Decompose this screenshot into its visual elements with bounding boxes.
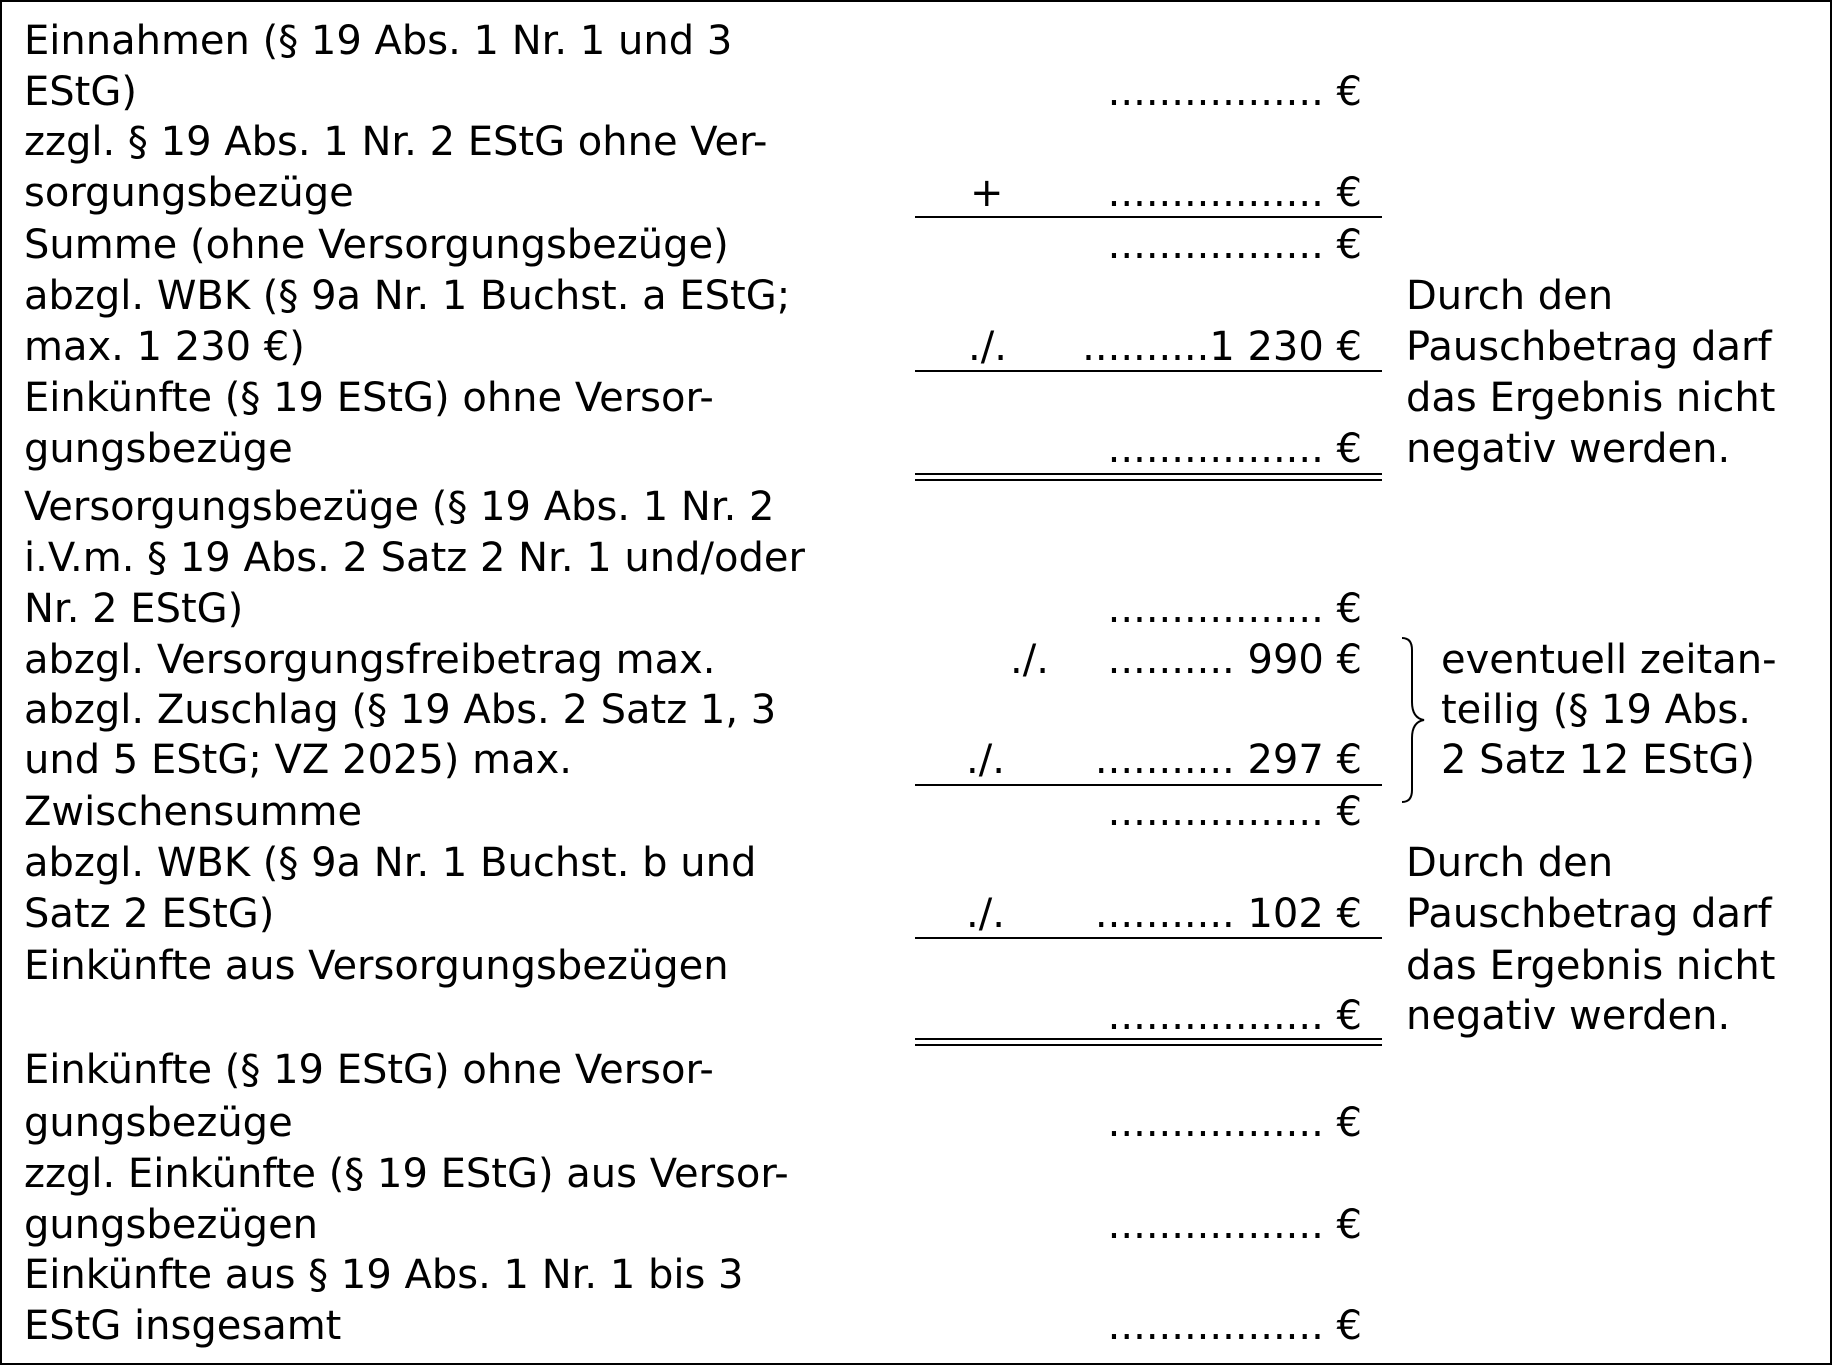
- amount-versorgungsbezuege: ................. €: [1107, 586, 1362, 632]
- total-double-rule-1: [915, 473, 1382, 481]
- note2-line1: Durch den: [1406, 840, 1614, 886]
- note1-line3: das Ergebnis nicht: [1406, 375, 1776, 421]
- amount-versorgungsfreibetrag: .......... 990 €: [1107, 637, 1362, 683]
- label-wbk-a-line1: abzgl. WBK (§ 9a Nr. 1 Buchst. a EStG;: [24, 273, 791, 319]
- brace-note-line3: 2 Satz 12 EStG): [1441, 737, 1756, 783]
- amount-zwischensumme: ................. €: [1107, 789, 1362, 835]
- label-einkuenfte-ohne-line1: Einkünfte (§ 19 EStG) ohne Versor-: [24, 375, 714, 421]
- curly-brace-icon: [1398, 636, 1434, 804]
- amount-einnahmen: ................. €: [1107, 69, 1362, 115]
- label-einkuenfte-ohne-line2: gungsbezüge: [24, 426, 293, 472]
- label-wbk-b-line1: abzgl. WBK (§ 9a Nr. 1 Buchst. b und: [24, 840, 757, 886]
- minus-sign-zuschlag: ./.: [966, 737, 1005, 783]
- label-summe: Summe (ohne Versorgungsbezüge): [24, 222, 729, 268]
- minus-sign-freibetrag: ./.: [1010, 637, 1049, 683]
- label-s3-insgesamt-line2: EStG insgesamt: [24, 1303, 342, 1349]
- minus-sign-wbk-a: ./.: [968, 324, 1007, 370]
- amount-s3-aus: ................. €: [1107, 1202, 1362, 1248]
- plus-sign: +: [970, 170, 1004, 216]
- label-versorgungsbezuege-line1: Versorgungsbezüge (§ 19 Abs. 1 Nr. 2: [24, 484, 775, 530]
- label-einkuenfte-versorgung: Einkünfte aus Versorgungsbezügen: [24, 943, 729, 989]
- label-einnahmen-line2: EStG): [24, 69, 137, 115]
- brace-note-line1: eventuell zeitan-: [1441, 637, 1777, 683]
- label-wbk-b-line2: Satz 2 EStG): [24, 891, 275, 937]
- amount-s3-insgesamt: ................. €: [1107, 1303, 1362, 1349]
- amount-einkuenfte-versorgung: ................. €: [1107, 993, 1362, 1039]
- brace-note-line2: teilig (§ 19 Abs.: [1441, 687, 1751, 733]
- note1-line1: Durch den: [1406, 273, 1614, 319]
- amount-summe: ................. €: [1107, 222, 1362, 268]
- label-s3-aus-line1: zzgl. Einkünfte (§ 19 EStG) aus Versor-: [24, 1151, 789, 1197]
- amount-zuschlag: ........... 297 €: [1094, 737, 1362, 783]
- label-s3-aus-line2: gungsbezügen: [24, 1202, 319, 1248]
- label-zzgl-nr2-line2: sorgungsbezüge: [24, 170, 354, 216]
- note2-line4: negativ werden.: [1406, 993, 1731, 1039]
- minus-sign-wbk-b: ./.: [966, 891, 1005, 937]
- label-s3-ohne-line2: gungsbezüge: [24, 1100, 293, 1146]
- wbk-a-rule: [915, 370, 1382, 372]
- sum-rule: [915, 216, 1382, 218]
- amount-zzgl-nr2: ................. €: [1107, 170, 1362, 216]
- label-s3-ohne-line1: Einkünfte (§ 19 EStG) ohne Versor-: [24, 1047, 714, 1093]
- label-zuschlag-line1: abzgl. Zuschlag (§ 19 Abs. 2 Satz 1, 3: [24, 687, 777, 733]
- label-versorgungsbezuege-line2: i.V.m. § 19 Abs. 2 Satz 2 Nr. 1 und/oder: [24, 535, 805, 581]
- note2-line2: Pauschbetrag darf: [1406, 891, 1772, 937]
- amount-einkuenfte-ohne: ................. €: [1107, 426, 1362, 472]
- label-wbk-a-line2: max. 1 230 €): [24, 324, 305, 370]
- note2-line3: das Ergebnis nicht: [1406, 943, 1776, 989]
- label-zuschlag-line2: und 5 EStG; VZ 2025) max.: [24, 737, 572, 783]
- total-double-rule-2: [915, 1038, 1382, 1046]
- amount-wbk-a: ..........1 230 €: [1082, 324, 1362, 370]
- note1-line4: negativ werden.: [1406, 426, 1731, 472]
- label-zwischensumme: Zwischensumme: [24, 789, 363, 835]
- zuschlag-rule: [915, 784, 1382, 786]
- label-einnahmen-line1: Einnahmen (§ 19 Abs. 1 Nr. 1 und 3: [24, 18, 733, 64]
- amount-wbk-b: ........... 102 €: [1094, 891, 1362, 937]
- label-zzgl-nr2-line1: zzgl. § 19 Abs. 1 Nr. 2 EStG ohne Ver-: [24, 119, 768, 165]
- label-versorgungsfreibetrag: abzgl. Versorgungsfreibetrag max.: [24, 637, 716, 683]
- amount-s3-ohne: ................. €: [1107, 1100, 1362, 1146]
- wbk-b-rule: [915, 937, 1382, 939]
- label-s3-insgesamt-line1: Einkünfte aus § 19 Abs. 1 Nr. 1 bis 3: [24, 1252, 744, 1298]
- note1-line2: Pauschbetrag darf: [1406, 324, 1772, 370]
- label-versorgungsbezuege-line3: Nr. 2 EStG): [24, 586, 244, 632]
